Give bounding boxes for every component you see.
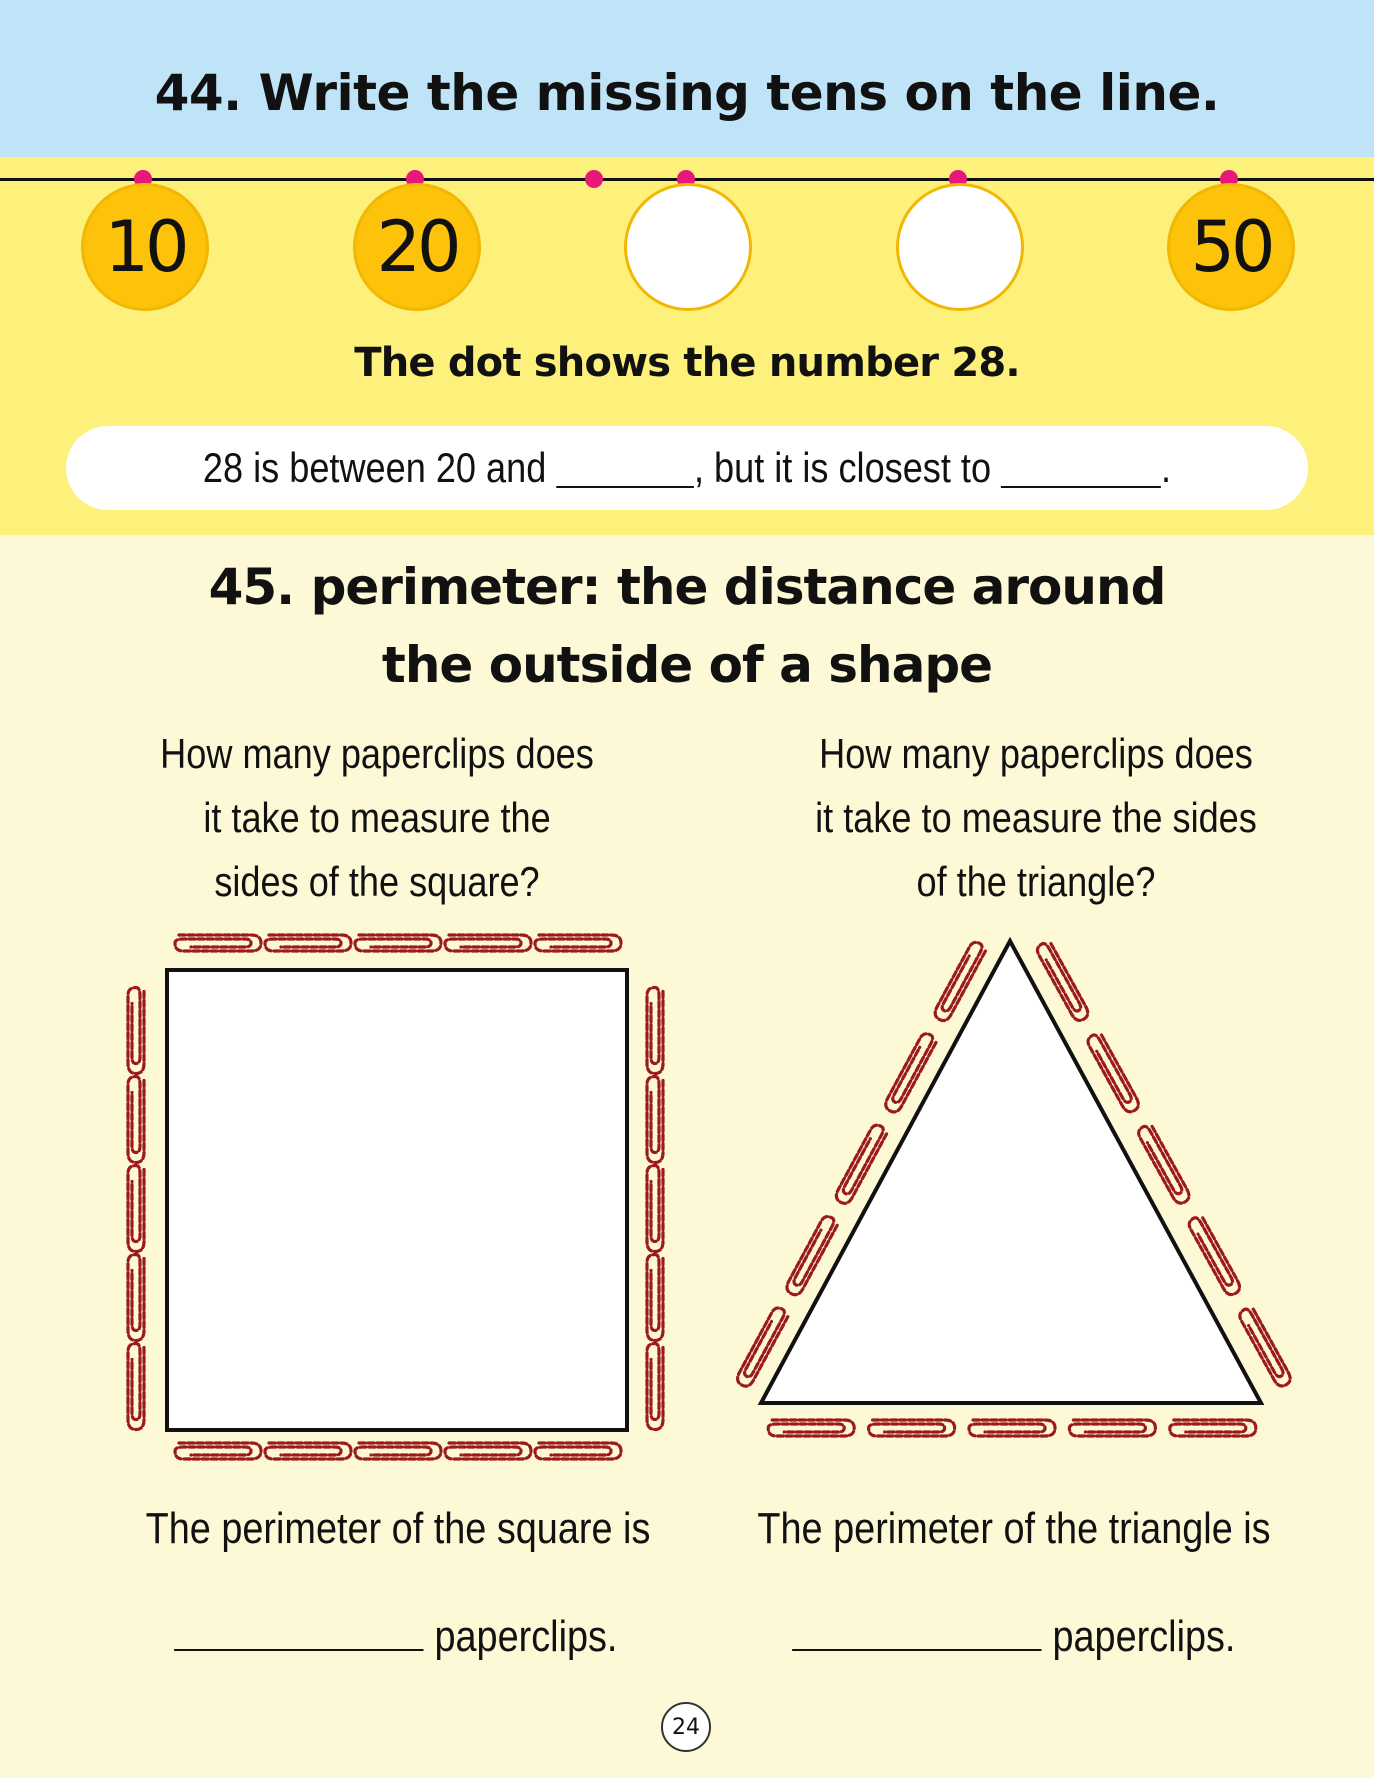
sentence-part-1: 28 is between 20 and bbox=[202, 444, 557, 491]
square-question-line-3: sides of the square? bbox=[214, 858, 540, 905]
paperclip-icon bbox=[355, 1443, 441, 1459]
paperclip-icon bbox=[175, 935, 261, 951]
paperclip-icon bbox=[535, 1443, 621, 1459]
paperclip-icon bbox=[1170, 1420, 1256, 1436]
square-answer-line bbox=[138, 1612, 654, 1662]
paperclip-icon bbox=[355, 935, 441, 951]
triangle-answer-unit: paperclips. bbox=[1052, 1612, 1236, 1661]
square-bottom-paperclips bbox=[175, 1443, 621, 1459]
paperclip-icon bbox=[1069, 1420, 1155, 1436]
paperclip-icon bbox=[128, 1077, 144, 1163]
square-top-paperclips bbox=[175, 935, 621, 951]
square-answer-prompt: The perimeter of the square is bbox=[145, 1504, 651, 1553]
triangle-answer-line bbox=[756, 1612, 1272, 1662]
paperclip-icon bbox=[535, 935, 621, 951]
paperclip-icon bbox=[647, 1344, 663, 1430]
page-number: 24 bbox=[661, 1702, 711, 1752]
paperclip-icon bbox=[647, 988, 663, 1074]
triangle-question-line-2: it take to measure the sides bbox=[815, 794, 1257, 841]
triangle-question-line-3: of the triangle? bbox=[916, 858, 1156, 905]
paperclip-icon bbox=[175, 1443, 261, 1459]
square-right-paperclips bbox=[647, 988, 663, 1430]
dot-note: The dot shows the number 28. bbox=[354, 340, 1020, 386]
paperclip-icon bbox=[969, 1420, 1055, 1436]
sentence-part-2: , but it is closest to bbox=[693, 444, 1002, 491]
paperclip-icon bbox=[128, 1255, 144, 1341]
paperclip-icon bbox=[445, 935, 531, 951]
paperclip-icon bbox=[445, 1443, 531, 1459]
paperclip-icon bbox=[768, 1420, 854, 1436]
triangle-question-line-1: How many paperclips does bbox=[819, 730, 1253, 777]
square-question-line-1: How many paperclips does bbox=[160, 730, 594, 777]
triangle-bottom-paperclips bbox=[768, 1420, 1256, 1436]
triangle-answer-blank[interactable] bbox=[793, 1619, 1042, 1651]
question-44-title: 44. Write the missing tens on the line. bbox=[154, 64, 1220, 122]
paperclip-icon bbox=[128, 988, 144, 1074]
paperclip-icon bbox=[647, 1166, 663, 1252]
paperclip-icon bbox=[869, 1420, 955, 1436]
square-shape bbox=[167, 970, 627, 1430]
paperclip-icon bbox=[265, 1443, 351, 1459]
square-question-line-2: it take to measure the bbox=[203, 794, 551, 841]
question-45-title-line-2: the outside of a shape bbox=[381, 636, 993, 694]
paperclip-icon bbox=[265, 935, 351, 951]
paperclip-icon bbox=[647, 1255, 663, 1341]
paperclip-icon bbox=[128, 1344, 144, 1430]
paperclip-icon bbox=[647, 1077, 663, 1163]
square-left-paperclips bbox=[128, 988, 144, 1430]
question-45-title-line-1: 45. perimeter: the distance around bbox=[208, 558, 1166, 616]
number-circle-20: 20 bbox=[353, 183, 481, 311]
triangle-answer-prompt: The perimeter of the triangle is bbox=[757, 1504, 1271, 1553]
paperclip-icon bbox=[128, 1166, 144, 1252]
square-answer-unit: paperclips. bbox=[434, 1612, 618, 1661]
sentence-part-3: . bbox=[1161, 444, 1172, 491]
triangle-shape bbox=[761, 941, 1261, 1403]
square-answer-blank[interactable] bbox=[175, 1619, 424, 1651]
number-circle-10: 10 bbox=[81, 183, 209, 311]
number-circle-50: 50 bbox=[1167, 183, 1295, 311]
